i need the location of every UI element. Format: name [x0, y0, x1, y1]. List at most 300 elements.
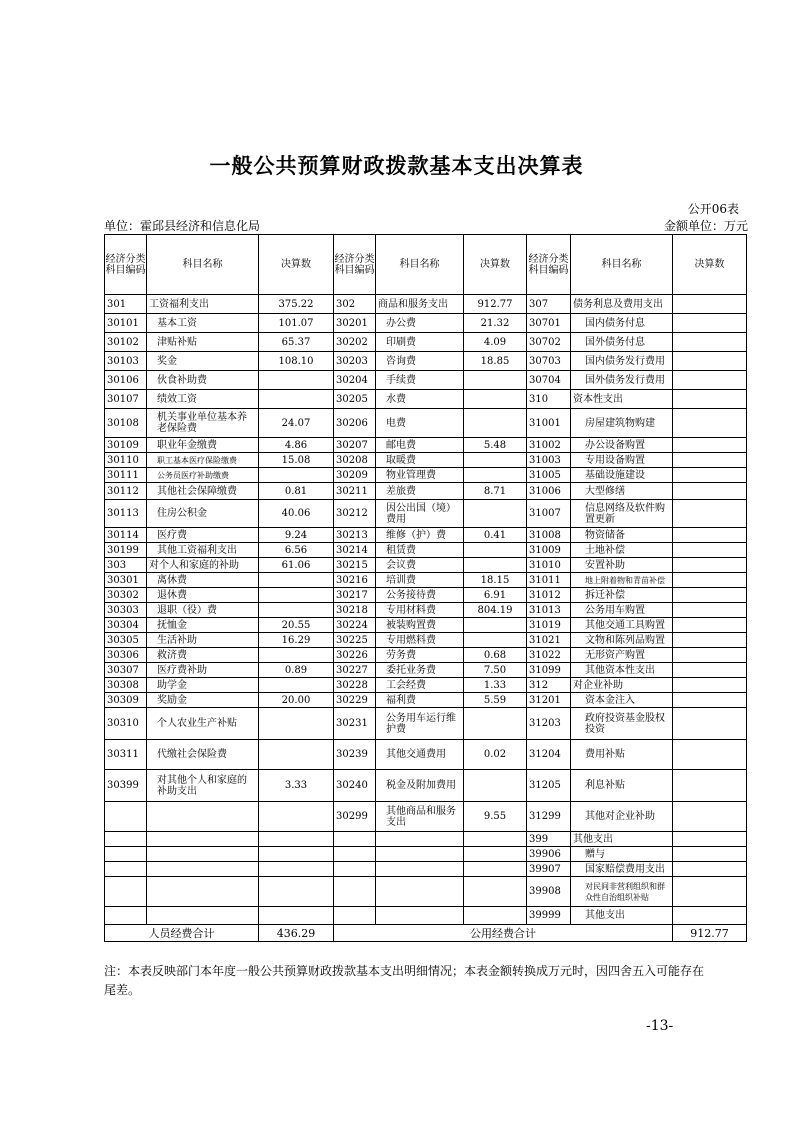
account-name [147, 877, 259, 907]
table-row [105, 528, 747, 543]
table-row [105, 862, 747, 877]
account-code: 30229 [334, 693, 376, 708]
account-code: 30299 [334, 802, 376, 832]
amount: 15.08 [259, 453, 334, 468]
account-code: 30302 [105, 588, 147, 603]
account-code: 30203 [334, 352, 376, 371]
header-code: 经济分类科目编码 [527, 235, 571, 295]
amount [464, 453, 527, 468]
amount [259, 847, 334, 862]
amount: 61.06 [259, 558, 334, 573]
account-name: 绩效工资 [147, 390, 259, 409]
account-code: 30107 [105, 390, 147, 409]
account-code: 30207 [334, 438, 376, 453]
unit-label: 单位：霍邱县经济和信息化局 [104, 219, 261, 233]
amount: 18.85 [464, 352, 527, 371]
amount: 4.09 [464, 333, 527, 352]
header-amount: 决算数 [673, 235, 747, 295]
account-name [147, 847, 259, 862]
amount [464, 907, 527, 925]
account-name: 文物和陈列品购置 [571, 633, 673, 648]
account-code [105, 907, 147, 925]
account-name: 职工基本医疗保险缴费 [147, 453, 259, 468]
amount [259, 603, 334, 618]
account-code: 30306 [105, 648, 147, 663]
account-code: 31019 [527, 618, 571, 633]
table-row [105, 468, 747, 483]
account-code: 31021 [527, 633, 571, 648]
amount: 9.24 [259, 528, 334, 543]
account-name: 伙食补助费 [147, 371, 259, 390]
account-code: 30304 [105, 618, 147, 633]
account-code: 30214 [334, 543, 376, 558]
account-name: 拆迁补偿 [571, 588, 673, 603]
amount [673, 708, 747, 740]
amount: 1.33 [464, 678, 527, 693]
amount [464, 708, 527, 740]
account-code: 30206 [334, 409, 376, 438]
amount [464, 500, 527, 528]
account-name: 住房公积金 [147, 500, 259, 528]
account-code: 30211 [334, 483, 376, 500]
amount: 8.71 [464, 483, 527, 500]
account-code: 39908 [527, 877, 571, 907]
account-code: 30399 [105, 770, 147, 802]
account-code: 31006 [527, 483, 571, 500]
account-name: 手续费 [376, 371, 464, 390]
account-name: 国外债务付息 [571, 333, 673, 352]
amount [673, 603, 747, 618]
currency-label: 金额单位：万元 [663, 219, 748, 233]
account-code: 30301 [105, 573, 147, 588]
header-name: 科目名称 [147, 235, 259, 295]
account-code: 30225 [334, 633, 376, 648]
account-code: 30224 [334, 618, 376, 633]
table-row [105, 438, 747, 453]
account-name: 因公出国（境）费用 [376, 500, 464, 528]
amount [259, 802, 334, 832]
account-name: 政府投资基金股权投资 [571, 708, 673, 740]
account-name: 医疗费 [147, 528, 259, 543]
amount [259, 678, 334, 693]
account-name: 国内债务付息 [571, 314, 673, 333]
amount: 18.15 [464, 573, 527, 588]
account-name: 其他商品和服务支出 [376, 802, 464, 832]
account-name: 电费 [376, 409, 464, 438]
account-name: 无形资产购置 [571, 648, 673, 663]
account-name: 对其他个人和家庭的补助支出 [147, 770, 259, 802]
account-name: 其他资本性支出 [571, 663, 673, 678]
account-code [105, 862, 147, 877]
account-code: 30310 [105, 708, 147, 740]
account-code: 30102 [105, 333, 147, 352]
account-name [147, 862, 259, 877]
amount [464, 468, 527, 483]
account-code: 303 [105, 558, 147, 573]
amount [673, 648, 747, 663]
table-row [105, 832, 747, 847]
amount [464, 832, 527, 847]
amount: 5.48 [464, 438, 527, 453]
table-row [105, 371, 747, 390]
account-code: 39999 [527, 907, 571, 925]
amount [464, 618, 527, 633]
account-name: 对民间非营利组织和群众性自治组织补贴 [571, 877, 673, 907]
table-row [105, 907, 747, 925]
account-code: 31002 [527, 438, 571, 453]
amount [464, 877, 527, 907]
personnel-total-label: 人员经费合计 [105, 925, 259, 942]
amount [673, 295, 747, 314]
account-name: 差旅费 [376, 483, 464, 500]
account-name: 国内债务发行费用 [571, 352, 673, 371]
account-name: 物业管理费 [376, 468, 464, 483]
amount [259, 832, 334, 847]
table-row [105, 633, 747, 648]
account-name: 利息补贴 [571, 770, 673, 802]
amount: 21.32 [464, 314, 527, 333]
amount [673, 528, 747, 543]
page-title: 一般公共预算财政拨款基本支出决算表 [209, 153, 584, 178]
amount: 20.00 [259, 693, 334, 708]
account-name: 奖励金 [147, 693, 259, 708]
account-code: 30205 [334, 390, 376, 409]
account-name: 退职（役）费 [147, 603, 259, 618]
amount [673, 573, 747, 588]
amount: 65.37 [259, 333, 334, 352]
account-code: 31001 [527, 409, 571, 438]
account-name: 基本工资 [147, 314, 259, 333]
account-name [376, 847, 464, 862]
account-code: 31010 [527, 558, 571, 573]
public-total-value: 912.77 [673, 925, 747, 942]
account-name: 专用燃料费 [376, 633, 464, 648]
account-name: 对企业补助 [571, 678, 673, 693]
table-row [105, 314, 747, 333]
amount [259, 573, 334, 588]
amount: 9.55 [464, 802, 527, 832]
account-name: 安置补助 [571, 558, 673, 573]
account-code: 30307 [105, 663, 147, 678]
table-row [105, 603, 747, 618]
account-code: 30303 [105, 603, 147, 618]
account-code: 302 [334, 295, 376, 314]
header-row [105, 235, 747, 295]
account-name: 公务用车运行维护费 [376, 708, 464, 740]
account-name: 培训费 [376, 573, 464, 588]
account-name: 税金及附加费用 [376, 770, 464, 802]
amount: 108.10 [259, 352, 334, 371]
account-code: 31201 [527, 693, 571, 708]
amount [259, 708, 334, 740]
account-code: 30108 [105, 409, 147, 438]
table-row [105, 483, 747, 500]
account-code: 31008 [527, 528, 571, 543]
amount [464, 371, 527, 390]
account-name: 地上附着物和青苗补偿 [571, 573, 673, 588]
amount: 6.56 [259, 543, 334, 558]
account-name: 救济费 [147, 648, 259, 663]
account-name [376, 877, 464, 907]
account-name [147, 802, 259, 832]
account-code: 31205 [527, 770, 571, 802]
account-name: 津贴补贴 [147, 333, 259, 352]
account-code: 30212 [334, 500, 376, 528]
table-row [105, 802, 747, 832]
account-code: 30702 [527, 333, 571, 352]
account-code: 31022 [527, 648, 571, 663]
amount [673, 438, 747, 453]
account-code: 399 [527, 832, 571, 847]
account-code: 30231 [334, 708, 376, 740]
amount [259, 588, 334, 603]
account-name: 房屋建筑物购建 [571, 409, 673, 438]
account-name: 土地补偿 [571, 543, 673, 558]
amount: 5.59 [464, 693, 527, 708]
account-name: 生活补助 [147, 633, 259, 648]
account-code: 30228 [334, 678, 376, 693]
account-name [376, 832, 464, 847]
amount [673, 847, 747, 862]
amount [259, 390, 334, 409]
amount [673, 633, 747, 648]
account-name [376, 907, 464, 925]
account-code: 30239 [334, 740, 376, 770]
amount [673, 588, 747, 603]
account-name: 专用材料费 [376, 603, 464, 618]
table-row [105, 500, 747, 528]
personnel-total-value: 436.29 [259, 925, 334, 942]
amount: 24.07 [259, 409, 334, 438]
amount [464, 770, 527, 802]
amount: 0.89 [259, 663, 334, 678]
account-name: 办公费 [376, 314, 464, 333]
amount [673, 543, 747, 558]
amount [259, 468, 334, 483]
account-name: 大型修缮 [571, 483, 673, 500]
header-amount: 决算数 [259, 235, 334, 295]
amount [464, 409, 527, 438]
account-code: 312 [527, 678, 571, 693]
table-row [105, 333, 747, 352]
account-code: 30309 [105, 693, 147, 708]
account-name: 资本金注入 [571, 693, 673, 708]
account-code: 30109 [105, 438, 147, 453]
account-name: 委托业务费 [376, 663, 464, 678]
amount [464, 862, 527, 877]
header-name: 科目名称 [571, 235, 673, 295]
amount: 4.86 [259, 438, 334, 453]
account-name: 办公设备购置 [571, 438, 673, 453]
amount: 912.77 [464, 295, 527, 314]
account-name: 公务接待费 [376, 588, 464, 603]
account-name [147, 832, 259, 847]
account-code: 30704 [527, 371, 571, 390]
amount: 0.41 [464, 528, 527, 543]
table-row [105, 352, 747, 371]
account-code: 30215 [334, 558, 376, 573]
header-name: 科目名称 [376, 235, 464, 295]
account-name: 工资福利支出 [147, 295, 259, 314]
account-name: 国外债务发行费用 [571, 371, 673, 390]
account-name: 其他交通工具购置 [571, 618, 673, 633]
amount [673, 352, 747, 371]
amount [673, 483, 747, 500]
form-number: 公开06表 [687, 202, 739, 216]
amount [673, 770, 747, 802]
amount [673, 862, 747, 877]
account-name: 商品和服务支出 [376, 295, 464, 314]
amount [673, 500, 747, 528]
account-name: 资本性支出 [571, 390, 673, 409]
account-name: 邮电费 [376, 438, 464, 453]
amount [673, 678, 747, 693]
amount [673, 877, 747, 907]
amount [259, 877, 334, 907]
amount [673, 314, 747, 333]
account-code [105, 847, 147, 862]
table-row [105, 678, 747, 693]
account-name: 退休费 [147, 588, 259, 603]
account-code: 30305 [105, 633, 147, 648]
account-name: 水费 [376, 390, 464, 409]
account-code: 31204 [527, 740, 571, 770]
amount [673, 333, 747, 352]
table-row [105, 877, 747, 907]
account-code [105, 802, 147, 832]
expenditure-table [104, 234, 747, 942]
account-code: 31009 [527, 543, 571, 558]
account-code: 30202 [334, 333, 376, 352]
account-name: 债务利息及费用支出 [571, 295, 673, 314]
account-code: 30213 [334, 528, 376, 543]
amount [673, 907, 747, 925]
account-name: 机关事业单位基本养老保险费 [147, 409, 259, 438]
amount [673, 409, 747, 438]
account-code: 31003 [527, 453, 571, 468]
table-row [105, 295, 747, 314]
account-code: 31099 [527, 663, 571, 678]
amount [259, 648, 334, 663]
account-code: 31007 [527, 500, 571, 528]
account-name: 医疗费补助 [147, 663, 259, 678]
amount [673, 390, 747, 409]
totals-row [105, 925, 747, 942]
account-code: 307 [527, 295, 571, 314]
account-name: 专用设备购置 [571, 453, 673, 468]
account-code: 30110 [105, 453, 147, 468]
account-code: 31013 [527, 603, 571, 618]
account-name: 信息网络及软件购置更新 [571, 500, 673, 528]
account-code: 30113 [105, 500, 147, 528]
account-name: 其他支出 [571, 907, 673, 925]
account-code: 30701 [527, 314, 571, 333]
header-code: 经济分类科目编码 [334, 235, 376, 295]
account-name: 代缴社会保险费 [147, 740, 259, 770]
account-name: 费用补贴 [571, 740, 673, 770]
table-row [105, 618, 747, 633]
account-code: 30112 [105, 483, 147, 500]
account-name: 咨询费 [376, 352, 464, 371]
account-code [334, 847, 376, 862]
account-code: 30216 [334, 573, 376, 588]
account-name: 个人农业生产补贴 [147, 708, 259, 740]
amount [673, 693, 747, 708]
amount [673, 468, 747, 483]
amount [673, 453, 747, 468]
table-row [105, 588, 747, 603]
account-code: 301 [105, 295, 147, 314]
amount [673, 618, 747, 633]
account-code: 30227 [334, 663, 376, 678]
amount [673, 740, 747, 770]
account-name: 其他工资福利支出 [147, 543, 259, 558]
account-name: 维修（护）费 [376, 528, 464, 543]
account-name: 对个人和家庭的补助 [147, 558, 259, 573]
account-code: 31005 [527, 468, 571, 483]
amount [259, 740, 334, 770]
account-code: 30226 [334, 648, 376, 663]
account-code: 30114 [105, 528, 147, 543]
table-row [105, 453, 747, 468]
account-code: 30308 [105, 678, 147, 693]
account-code: 30240 [334, 770, 376, 802]
amount: 0.02 [464, 740, 527, 770]
account-code: 310 [527, 390, 571, 409]
account-name: 基础设施建设 [571, 468, 673, 483]
table-row [105, 663, 747, 678]
account-code: 30703 [527, 352, 571, 371]
account-name: 其他社会保障缴费 [147, 483, 259, 500]
account-name: 会议费 [376, 558, 464, 573]
header-code: 经济分类科目编码 [105, 235, 147, 295]
table-row [105, 740, 747, 770]
amount: 375.22 [259, 295, 334, 314]
amount [673, 558, 747, 573]
amount [259, 371, 334, 390]
table-row [105, 770, 747, 802]
table-row [105, 708, 747, 740]
account-code: 31011 [527, 573, 571, 588]
amount [673, 802, 747, 832]
account-name [147, 907, 259, 925]
amount: 804.19 [464, 603, 527, 618]
account-code: 30208 [334, 453, 376, 468]
account-name: 奖金 [147, 352, 259, 371]
account-code [105, 832, 147, 847]
account-code [334, 907, 376, 925]
amount [464, 558, 527, 573]
account-code: 30218 [334, 603, 376, 618]
amount: 7.50 [464, 663, 527, 678]
amount: 20.55 [259, 618, 334, 633]
account-code [334, 832, 376, 847]
amount [464, 390, 527, 409]
public-total-label: 公用经费合计 [334, 925, 673, 942]
account-code: 30199 [105, 543, 147, 558]
amount: 0.81 [259, 483, 334, 500]
account-name: 国家赔偿费用支出 [571, 862, 673, 877]
account-name: 赠与 [571, 847, 673, 862]
account-name: 公务用车购置 [571, 603, 673, 618]
account-code: 30106 [105, 371, 147, 390]
account-code: 30217 [334, 588, 376, 603]
account-code: 30103 [105, 352, 147, 371]
table-row [105, 409, 747, 438]
account-code: 30111 [105, 468, 147, 483]
footnote: 注：本表反映部门本年度一般公共预算财政拨款基本支出明细情况；本表金额转换成万元时，因四舍五入可能存在尾差。 [104, 964, 705, 997]
table-row [105, 693, 747, 708]
